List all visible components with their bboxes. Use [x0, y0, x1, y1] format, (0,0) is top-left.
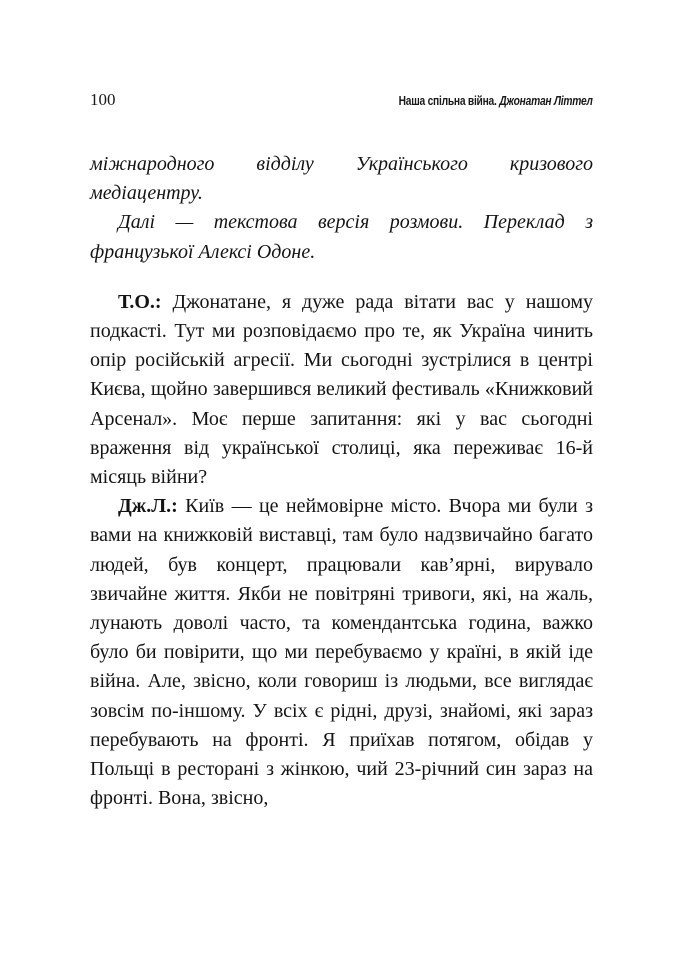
running-header-author: Джонатан Літтел — [499, 94, 593, 108]
running-header-title: Наша спільна війна. — [398, 94, 500, 108]
paragraph-text: Київ — це неймовірне місто. Вчора ми були з вами на книжковій виставці, там було надзвичайно багато людей, був концерт, працювали кав’ярні, вирувало звичайне життя. Якби не повітряні тривоги, які, на жаль, лунають доволі часто, та комендантська година, важко було би повірити, що ми перебуваємо у країні, в якій іде війна. Але, звісно, коли говориш із людьми, все виглядає зовсім по-іншому. У всіх є рідні, друзі, знайомі, які зараз перебувають на фронті. Я приїхав потягом, обідав у Польщі в ресторані з жінкою, чий 23-річний син зараз на фронті. Вона, звісно, — [90, 495, 593, 810]
body-text — [90, 150, 593, 813]
paragraph-text: Джонатане, я дуже рада вітати вас у нашому подкасті. Тут ми розповідаємо про те, як Україна чинить опір російській агресії. Ми сьогодні зустрілися в центрі Києва, щойно завершився великий фестиваль «Книжковий Арсенал». Моє перше запитання: які у вас сьогодні враження від української столиці, яка переживає 16-й місяць війни? — [90, 290, 593, 489]
lead-paragraph — [90, 150, 593, 208]
paragraph-text: Далі — текстова версія розмови. Переклад з французької Алексі Одоне. — [90, 211, 593, 263]
running-header — [399, 94, 593, 108]
page-header — [90, 90, 593, 110]
speaker-label: Т.О.: — [118, 290, 162, 313]
paragraph-text: міжнародного відділу Українського кризового медіацентру. — [90, 153, 593, 205]
page-number: 100 — [90, 90, 116, 109]
speaker-label: Дж.Л.: — [118, 495, 178, 518]
lead-paragraph — [90, 208, 593, 266]
dialogue-paragraph — [90, 288, 593, 492]
dialogue-paragraph — [90, 492, 593, 813]
